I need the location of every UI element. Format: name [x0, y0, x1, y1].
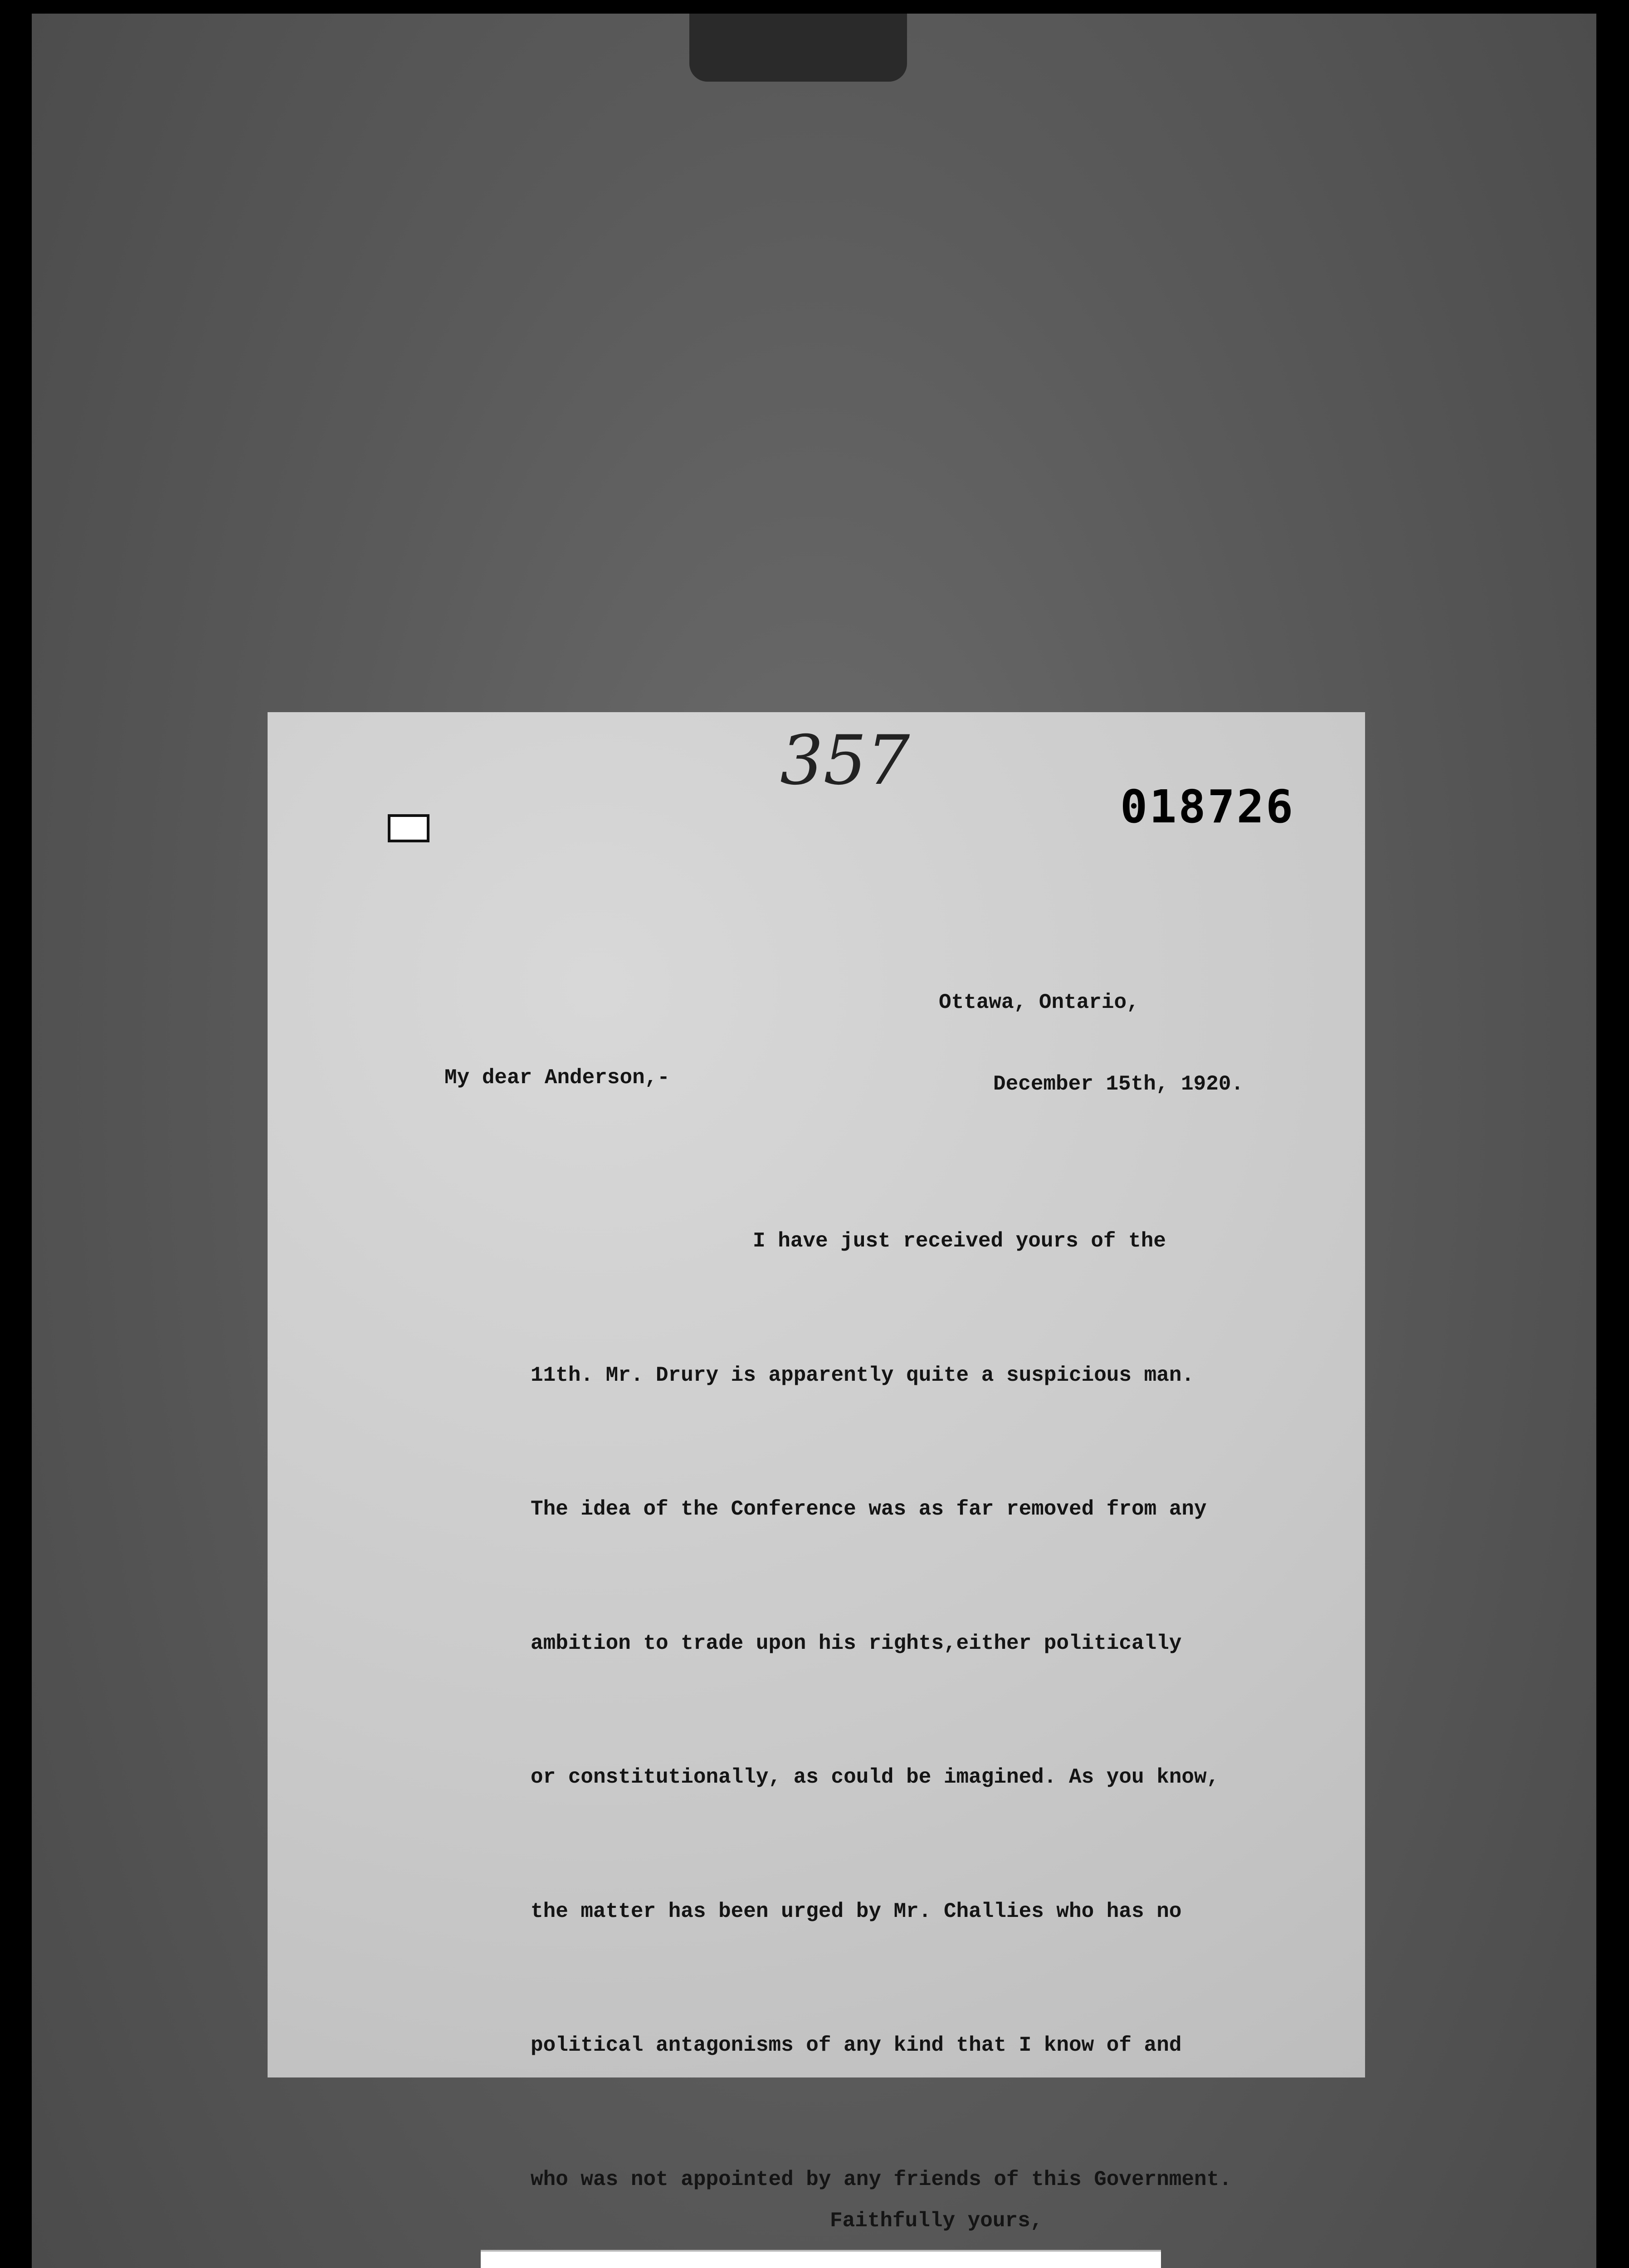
date-line: December 15th, 1920. [993, 1072, 1244, 1096]
closing: Faithfully yours, [830, 2209, 1043, 2233]
letter-body [531, 1129, 1244, 2268]
body-line: or constitutionally, as could be imagined. As you know, [531, 1765, 1219, 1789]
body-line: I have just received yours of the [753, 1229, 1166, 1253]
body-line: The idea of the Conference was as far removed from any [531, 1497, 1207, 1521]
mount-tab [689, 14, 907, 82]
body-line: who was not appointed by any friends of this Government. [531, 2167, 1232, 2191]
body-line: ambition to trade upon his rights,either politically [531, 1631, 1182, 1655]
body-line: 11th. Mr. Drury is apparently quite a suspicious man. [531, 1363, 1195, 1387]
salutation: My dear Anderson,- [444, 1066, 670, 1090]
letter-page [268, 712, 1365, 2233]
punch-hole [388, 814, 429, 842]
reference-strip [481, 2250, 1161, 2268]
stamp-number: 018726 [1120, 780, 1295, 833]
body-line: political antagonisms of any kind that I know of and [531, 2033, 1182, 2057]
date-block [939, 934, 1244, 1152]
place-line: Ottawa, Ontario, [939, 991, 1139, 1014]
body-line: the matter has been urged by Mr. Challies who has no [531, 1899, 1182, 1923]
folio-number: 357 [780, 721, 910, 800]
